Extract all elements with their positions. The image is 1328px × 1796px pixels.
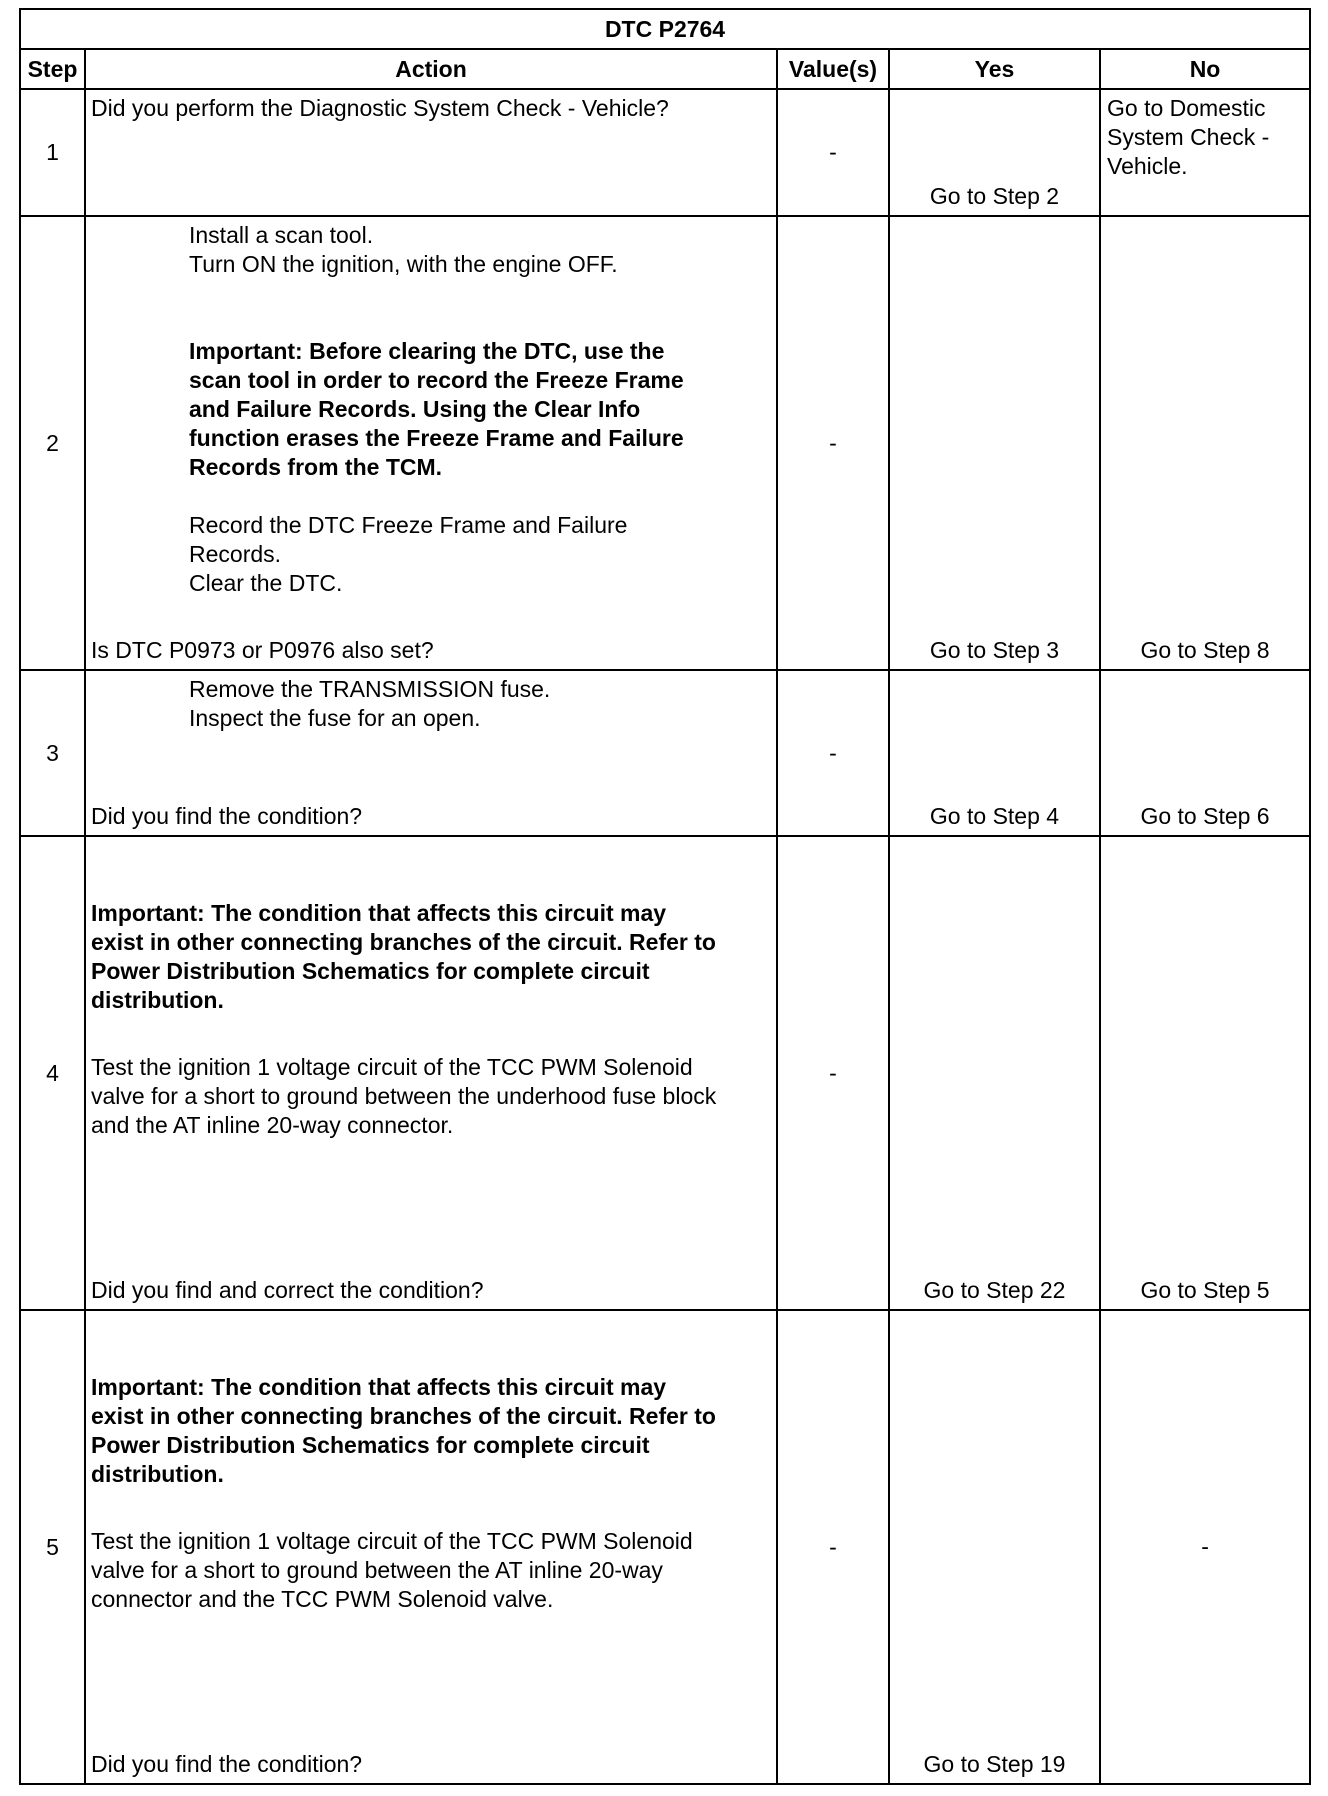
- important-note-line: scan tool in order to record the Freeze Frame: [189, 367, 684, 393]
- no-text: Go to Step 8: [1140, 637, 1270, 663]
- action-line: and the AT inline 20-way connector.: [91, 1112, 454, 1138]
- title-row: [20, 9, 1310, 49]
- step-number: 1: [20, 89, 85, 216]
- important-note-line: and Failure Records. Using the Clear Info: [189, 396, 641, 422]
- value-cell: -: [777, 1310, 889, 1784]
- value-cell: -: [777, 89, 889, 216]
- no-cell: [1100, 89, 1310, 216]
- action-line: Turn ON the ignition, with the engine OFF.: [189, 251, 618, 277]
- action-line: Did you perform the Diagnostic System Check - Vehicle?: [91, 95, 669, 121]
- action-cell: [85, 836, 777, 1310]
- important-note-line: exist in other connecting branches of the circuit. Refer to: [91, 1403, 716, 1429]
- action-line: Remove the TRANSMISSION fuse.: [189, 676, 551, 702]
- yes-cell: [889, 1310, 1100, 1784]
- value-cell: -: [777, 216, 889, 670]
- action-cell: [85, 89, 777, 216]
- yes-cell: [889, 216, 1100, 670]
- no-cell: [1100, 216, 1310, 670]
- yes-text: Go to Step 3: [929, 637, 1060, 663]
- important-note-line: distribution.: [91, 1461, 224, 1487]
- action-line: valve for a short to ground between the AT inline 20-way: [91, 1557, 663, 1583]
- yes-text: Go to Step 2: [929, 183, 1060, 209]
- important-note-line: Important: The condition that affects this circuit may: [91, 900, 667, 926]
- yes-cell: [889, 89, 1100, 216]
- action-line: Install a scan tool.: [189, 222, 374, 248]
- action-question: Is DTC P0973 or P0976 also set?: [91, 637, 434, 663]
- step-number: 3: [20, 670, 85, 836]
- action-line: Test the ignition 1 voltage circuit of the TCC PWM Solenoid: [91, 1054, 693, 1080]
- important-note-line: Important: The condition that affects this circuit may: [91, 1374, 667, 1400]
- important-note-line: Records from the TCM.: [189, 454, 443, 480]
- action-question: Did you find the condition?: [91, 1751, 363, 1777]
- step-number: 2: [20, 216, 85, 670]
- action-cell: [85, 1310, 777, 1784]
- table-row: [20, 89, 1310, 216]
- yes-text: Go to Step 19: [923, 1751, 1066, 1777]
- table-row: [20, 836, 1310, 1310]
- action-line: Clear the DTC.: [189, 570, 343, 596]
- table-row: [20, 216, 1310, 670]
- yes-text: Go to Step 22: [923, 1277, 1066, 1303]
- important-note-line: Important: Before clearing the DTC, use the: [189, 338, 665, 364]
- no-line: Go to Domestic: [1107, 95, 1266, 121]
- yes-cell: [889, 670, 1100, 836]
- value-cell: -: [777, 836, 889, 1310]
- important-note-line: distribution.: [91, 987, 224, 1013]
- no-text: -: [1201, 1533, 1209, 1560]
- action-cell: [85, 216, 777, 670]
- table-row: [20, 1310, 1310, 1784]
- table-row: [20, 670, 1310, 836]
- header-no: No: [1100, 49, 1310, 89]
- action-line: Record the DTC Freeze Frame and Failure: [189, 512, 628, 538]
- yes-text: Go to Step 4: [929, 803, 1060, 829]
- step-number: 5: [20, 1310, 85, 1784]
- value-cell: -: [777, 670, 889, 836]
- no-text: Go to Step 5: [1140, 1277, 1270, 1303]
- important-note-line: Power Distribution Schematics for complete circuit: [91, 958, 650, 984]
- action-line: Test the ignition 1 voltage circuit of the TCC PWM Solenoid: [91, 1528, 693, 1554]
- header-row: [20, 49, 1310, 89]
- yes-cell: [889, 836, 1100, 1310]
- step-number: 4: [20, 836, 85, 1310]
- no-text: Go to Step 6: [1140, 803, 1270, 829]
- no-line: Vehicle.: [1107, 153, 1188, 179]
- header-values: Value(s): [777, 49, 889, 89]
- important-note-line: function erases the Freeze Frame and Failure: [189, 425, 684, 451]
- action-line: connector and the TCC PWM Solenoid valve.: [91, 1586, 554, 1612]
- action-cell: [85, 670, 777, 836]
- important-note-line: exist in other connecting branches of the circuit. Refer to: [91, 929, 716, 955]
- no-cell: [1100, 670, 1310, 836]
- action-line: valve for a short to ground between the underhood fuse block: [91, 1083, 717, 1109]
- header-step: Step: [20, 49, 85, 89]
- important-note-line: Power Distribution Schematics for complete circuit: [91, 1432, 650, 1458]
- action-line: Inspect the fuse for an open.: [189, 705, 481, 731]
- action-line: Records.: [189, 541, 282, 567]
- table-title: DTC P2764: [20, 9, 1310, 49]
- no-cell: [1100, 1310, 1310, 1784]
- no-cell: [1100, 836, 1310, 1310]
- no-line: System Check -: [1107, 124, 1270, 150]
- action-question: Did you find and correct the condition?: [91, 1277, 484, 1303]
- header-action: Action: [85, 49, 777, 89]
- header-yes: Yes: [889, 49, 1100, 89]
- action-question: Did you find the condition?: [91, 803, 363, 829]
- dtc-procedure-table: [19, 8, 1311, 1785]
